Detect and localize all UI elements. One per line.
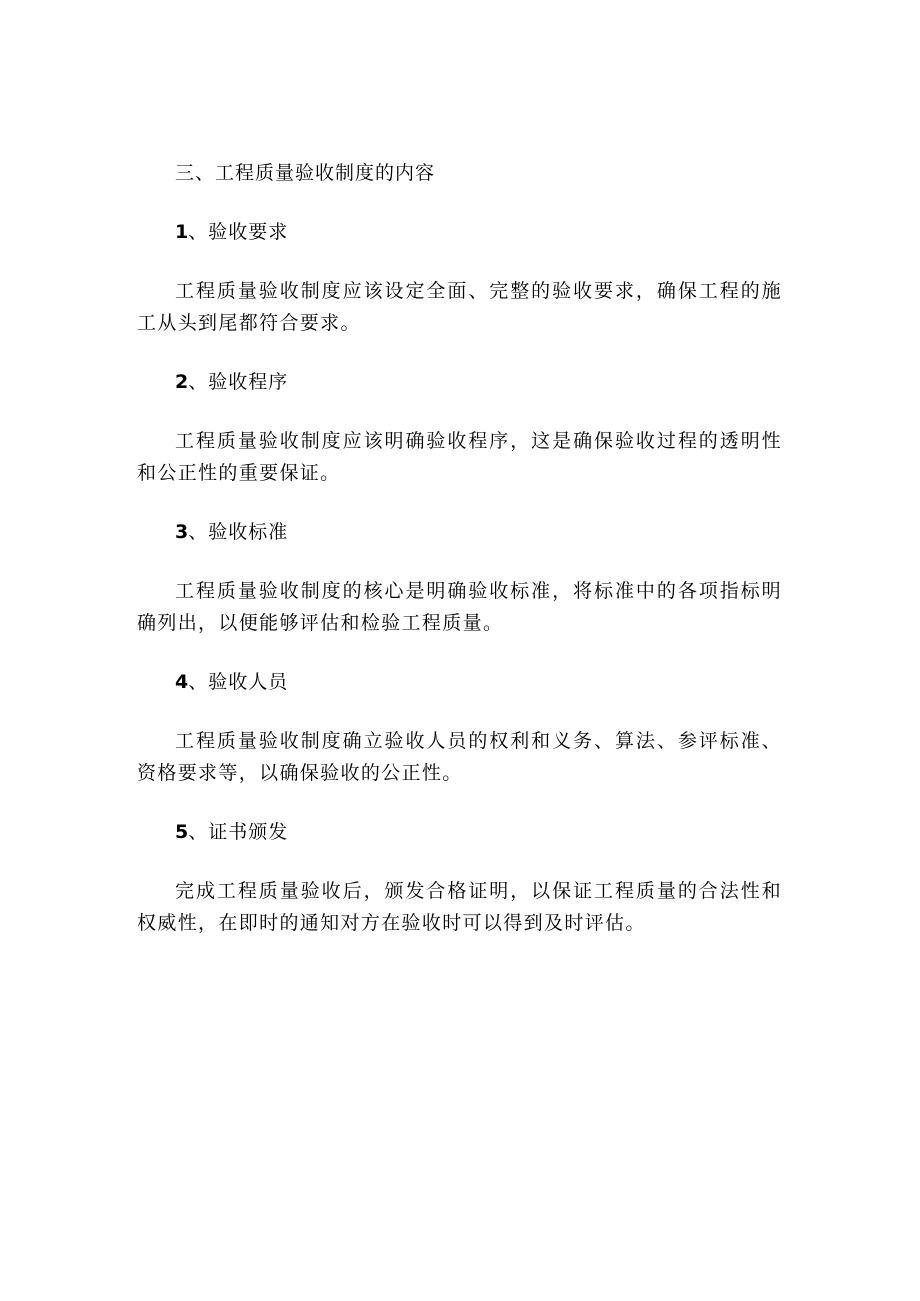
item-2-number: 2 (175, 371, 189, 393)
item-4-paragraph: 工程质量验收制度确立验收人员的权利和义务、算法、参评标准、资格要求等，以确保验收的公正性。 (137, 730, 782, 784)
item-1-heading (137, 216, 782, 248)
item-2-heading-text: 验收程序 (208, 371, 289, 393)
item-5-paragraph: 完成工程质量验收后，颁发合格证明，以保证工程质量的合法性和权威性，在即时的通知对方在验收时可以得到及时评估。 (137, 880, 782, 934)
item-5-separator: 、 (188, 821, 209, 843)
item-3-separator: 、 (188, 521, 209, 543)
item-2-paragraph: 工程质量验收制度应该明确验收程序，这是确保验收过程的透明性和公正性的重要保证。 (137, 430, 782, 484)
item-4-heading (137, 666, 782, 698)
item-1-paragraph: 工程质量验收制度应该设定全面、完整的验收要求，确保工程的施工从头到尾都符合要求。 (137, 280, 782, 334)
item-2-heading (137, 366, 782, 398)
item-4-number: 4 (175, 671, 189, 693)
item-1-separator: 、 (188, 221, 209, 243)
item-3-heading-text: 验收标准 (208, 521, 289, 543)
item-4-separator: 、 (188, 671, 209, 693)
section-title: 三、工程质量验收制度的内容 (175, 162, 436, 184)
item-3-number: 3 (175, 521, 189, 543)
item-2-separator: 、 (188, 371, 209, 393)
item-5-heading-text: 证书颁发 (208, 821, 289, 843)
item-3-heading (137, 516, 782, 548)
item-1-number: 1 (175, 221, 189, 243)
item-4-heading-text: 验收人员 (208, 671, 289, 693)
document-body (137, 157, 782, 939)
item-3-paragraph: 工程质量验收制度的核心是明确验收标准，将标准中的各项指标明确列出，以便能够评估和检验工程质量。 (137, 580, 782, 634)
item-5-heading (137, 816, 782, 848)
item-5-number: 5 (175, 821, 189, 843)
item-1-heading-text: 验收要求 (208, 221, 289, 243)
